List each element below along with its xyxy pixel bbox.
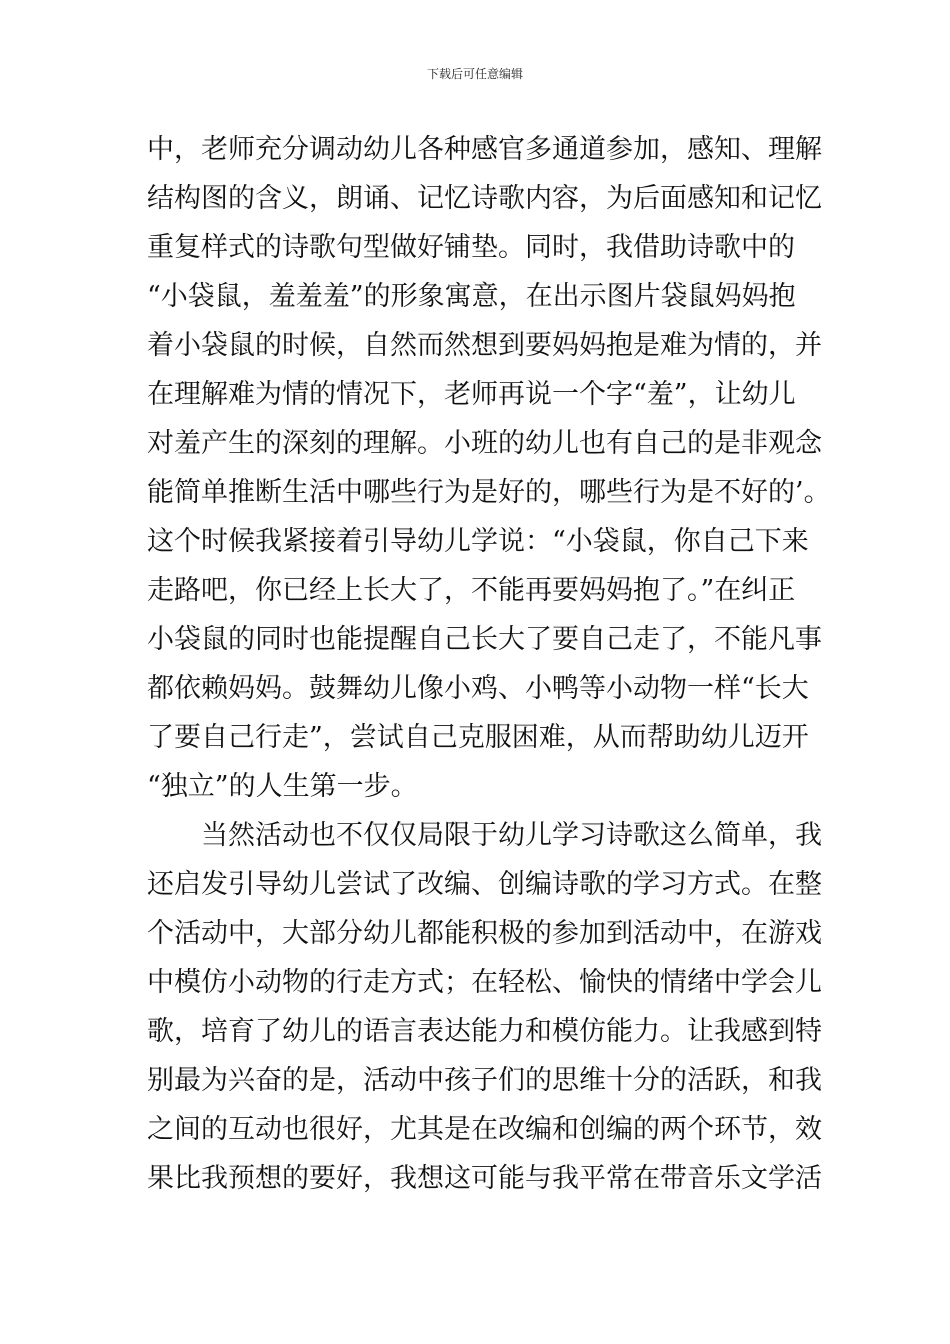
text-line: 在理解难为情的情况下，老师再说一个字“羞”，让幼儿 — [147, 379, 796, 410]
text-line: 果比我预想的要好，我想这可能与我平常在带音乐文学活 — [147, 1163, 822, 1194]
text-line: 这个时候我紧接着引导幼儿学说：“小袋鼠，你自己下来 — [147, 526, 809, 557]
text-line: 小袋鼠的同时也能提醒自己长大了要自己走了，不能凡事 — [147, 624, 822, 655]
text-line: 重复样式的诗歌句型做好铺垫。同时，我借助诗歌中的 — [147, 232, 795, 263]
text-line: 对羞产生的深刻的理解。小班的幼儿也有自己的是非观念 — [147, 428, 822, 459]
text-line: 个活动中，大部分幼儿都能积极的参加到活动中，在游戏 — [147, 918, 822, 949]
text-line: 了要自己行走”，尝试自己克服困难，从而帮助幼儿迈开 — [147, 722, 809, 753]
document-body — [147, 125, 831, 1203]
page-header: 下载后可任意编辑 — [426, 67, 523, 81]
text-line: 走路吧，你已经上长大了，不能再要妈妈抱了。”在纠正 — [147, 575, 796, 606]
text-line: 结构图的含义，朗诵、记忆诗歌内容，为后面感知和记忆 — [147, 183, 822, 214]
text-line: 别最为兴奋的是，活动中孩子们的思维十分的活跃，和我 — [147, 1065, 822, 1096]
text-line: 能简单推断生活中哪些行为是好的，哪些行为是不好的’。 — [147, 477, 831, 508]
text-line: 中模仿小动物的行走方式；在轻松、愉快的情绪中学会儿 — [147, 967, 822, 998]
text-line: 歌，培育了幼儿的语言表达能力和模仿能力。让我感到特 — [147, 1016, 822, 1047]
text-line: “小袋鼠，羞羞羞”的形象寓意，在出示图片袋鼠妈妈抱 — [147, 281, 796, 312]
text-line: 着小袋鼠的时候，自然而然想到要妈妈抱是难为情的，并 — [147, 330, 822, 361]
text-line: 还启发引导幼儿尝试了改编、创编诗歌的学习方式。在整 — [147, 869, 822, 900]
text-line: 中，老师充分调动幼儿各种感官多通道参加，感知、理解 — [147, 134, 822, 165]
text-line: 之间的互动也很好，尤其是在改编和创编的两个环节，效 — [147, 1114, 822, 1145]
text-line: 都依赖妈妈。鼓舞幼儿像小鸡、小鸭等小动物一样“长大 — [147, 673, 809, 704]
text-line: “独立”的人生第一步。 — [147, 771, 418, 802]
paragraph-first-line: 当然活动也不仅仅局限于幼儿学习诗歌这么简单，我 — [201, 820, 822, 851]
